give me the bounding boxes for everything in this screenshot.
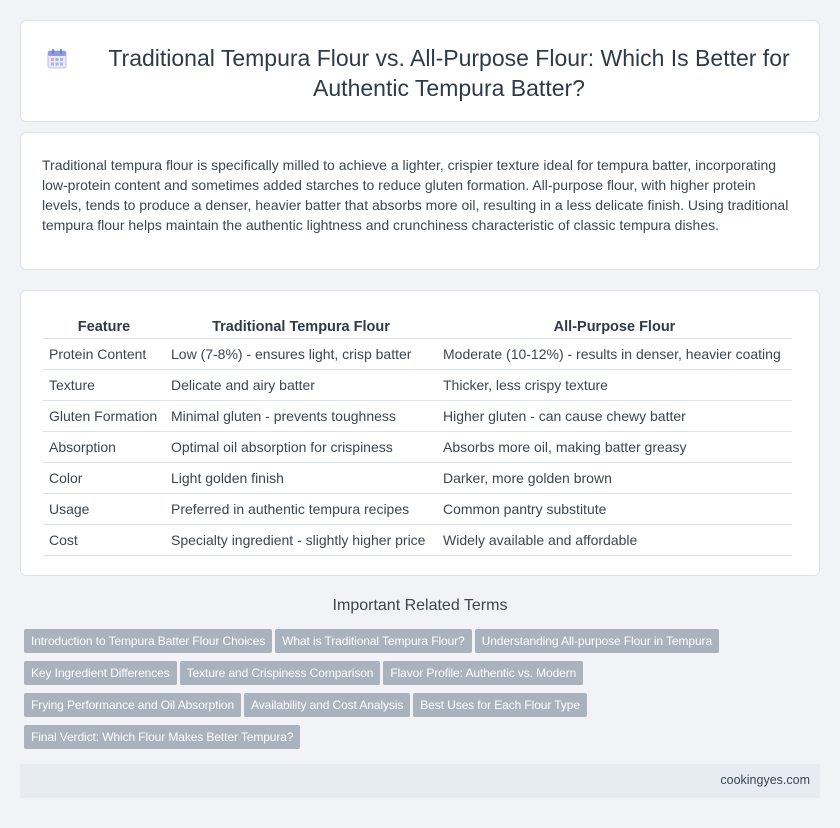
comparison-card [20,290,820,576]
footer-site-link[interactable]: cookingyes.com [720,773,810,787]
intro-paragraph: Traditional tempura flour is specifically milled to achieve a lighter, crispier texture ideal for tempura batter, incorporating low-protein content and sometimes added starches to reduce gluten formation. All-purpose flour, with higher protein levels, tends to produce a denser, heavier batter that absorbs more oil, resulting in a less delicate finish. Using traditional tempura flour helps maintain the authentic lightness and crunchiness characteristic of classic tempura dishes. [42,157,789,233]
tempura-cell: Delicate and airy batter [165,369,437,400]
table-row [43,369,792,400]
feature-cell: Protein Content [43,338,165,369]
feature-cell: Color [43,462,165,493]
related-term-tag[interactable]: Flavor Profile: Authentic vs. Modern [383,661,583,685]
all-purpose-cell: Moderate (10-12%) - results in denser, heavier coating [437,338,792,369]
related-term-tag[interactable]: Availability and Cost Analysis [244,693,410,717]
header-tempura-flour: Traditional Tempura Flour [165,316,437,338]
tempura-cell: Low (7-8%) - ensures light, crisp batter [165,338,437,369]
table-row [43,462,792,493]
tempura-cell: Light golden finish [165,462,437,493]
table-row [43,493,792,524]
feature-cell: Cost [43,524,165,555]
tempura-cell: Specialty ingredient - slightly higher price [165,524,437,555]
comparison-table [43,316,792,556]
footer [20,764,820,798]
related-term-tag[interactable]: Frying Performance and Oil Absorption [24,693,241,717]
related-term-tag[interactable]: What is Traditional Tempura Flour? [275,629,471,653]
header-all-purpose-flour: All-Purpose Flour [437,316,792,338]
feature-cell: Gluten Formation [43,400,165,431]
related-term-tag[interactable]: Best Uses for Each Flour Type [413,693,587,717]
feature-cell: Absorption [43,431,165,462]
related-terms-list [24,629,804,757]
table-header-row [43,316,792,338]
page-title: Traditional Tempura Flour vs. All-Purpose Flour: Which Is Better for Authentic Tempura Batter? [108,45,790,101]
all-purpose-cell: Common pantry substitute [437,493,792,524]
all-purpose-cell: Thicker, less crispy texture [437,369,792,400]
table-row [43,338,792,369]
table-row [43,400,792,431]
related-terms-heading: Important Related Terms [332,597,508,614]
tempura-cell: Minimal gluten - prevents toughness [165,400,437,431]
feature-cell: Usage [43,493,165,524]
table-row [43,431,792,462]
related-term-tag[interactable]: Understanding All-purpose Flour in Tempura [475,629,719,653]
related-term-tag[interactable]: Texture and Crispiness Comparison [180,661,381,685]
tempura-cell: Optimal oil absorption for crispiness [165,431,437,462]
header-feature: Feature [43,316,165,338]
related-term-tag[interactable]: Introduction to Tempura Batter Flour Choices [24,629,272,653]
tempura-cell: Preferred in authentic tempura recipes [165,493,437,524]
all-purpose-cell: Darker, more golden brown [437,462,792,493]
all-purpose-cell: Widely available and affordable [437,524,792,555]
title-card [20,20,820,122]
feature-cell: Texture [43,369,165,400]
related-term-tag[interactable]: Final Verdict: Which Flour Makes Better Tempura? [24,725,300,749]
all-purpose-cell: Higher gluten - can cause chewy batter [437,400,792,431]
all-purpose-cell: Absorbs more oil, making batter greasy [437,431,792,462]
related-term-tag[interactable]: Key Ingredient Differences [24,661,177,685]
intro-card [20,132,820,270]
table-row [43,524,792,555]
